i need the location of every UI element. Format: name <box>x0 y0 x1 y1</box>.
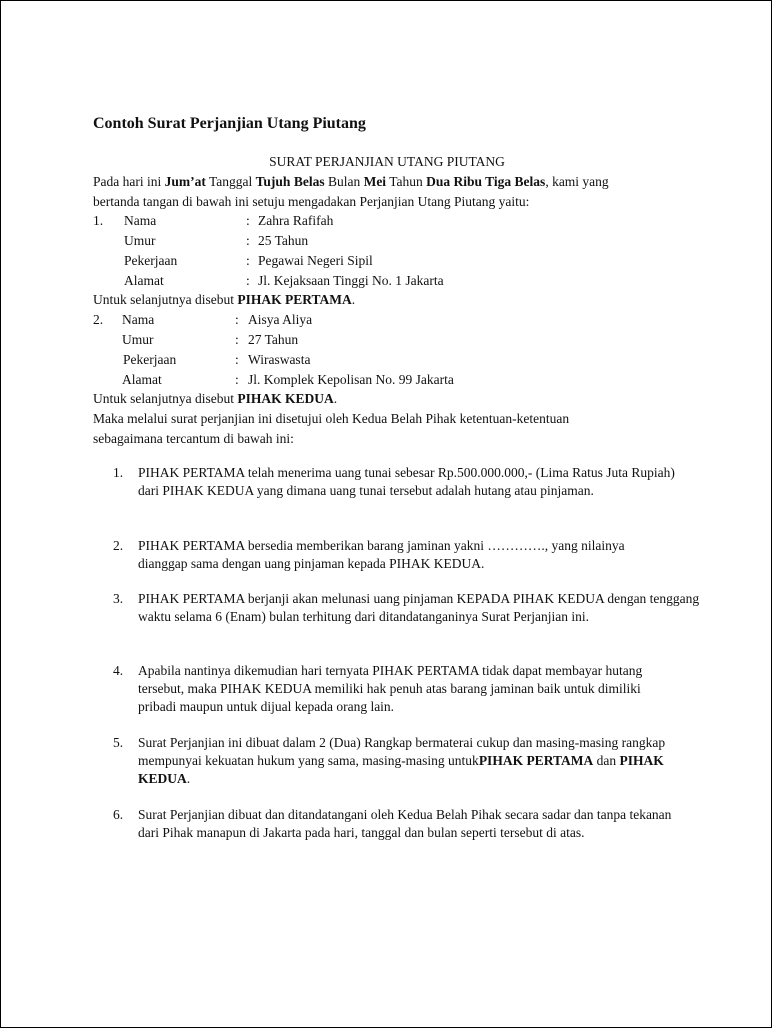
party2-row-umur <box>93 331 593 349</box>
party1-number: 1. <box>93 213 104 228</box>
clause-bold-party: PIHAK KEDUA <box>138 753 664 786</box>
clause-text: Surat Perjanjian dibuat dan ditandatangani oleh Kedua Belah Pihak secara sadar dan tanpa tekanan dari Pihak manapun di Jakarta pada hari, tanggal dan bulan seperti tersebut di atas. <box>138 807 672 840</box>
intro-day: Jum’at <box>164 174 206 189</box>
clause-6 <box>113 806 683 842</box>
clause-text-part: Surat Perjanjian ini dibuat dalam 2 (Dua) Rangkap bermaterai cukup dan masing-masing rangkap mempunyai kekuatan hukum yang sama, masing-masing untuk <box>138 735 666 768</box>
party1-label: Umur <box>124 233 156 248</box>
clause-4 <box>113 662 678 716</box>
intro-month: Mei <box>363 174 387 189</box>
clause-text: PIHAK PERTAMA telah menerima uang tunai sebesar Rp.500.000.000,- (Lima Ratus Juta Rupiah) dari PIHAK KEDUA yang dimana uang tunai tersebut adalah hutang atau pinjaman. <box>138 465 675 498</box>
party2-colon: : <box>235 372 239 387</box>
clause-number: 4. <box>113 663 124 678</box>
party1-designation <box>93 291 355 308</box>
party1-designation-name: PIHAK PERTAMA <box>237 292 352 307</box>
party1-label: Pekerjaan <box>124 253 178 268</box>
clause-text-part: . <box>186 771 191 786</box>
party2-label: Umur <box>122 332 154 347</box>
intro-date: Tujuh Belas <box>255 174 325 189</box>
party2-designation-name: PIHAK KEDUA <box>237 391 334 406</box>
party1-value: Jl. Kejaksaan Tinggi No. 1 Jakarta <box>258 273 444 288</box>
party1-value: Pegawai Negeri Sipil <box>258 253 373 268</box>
party1-row-alamat <box>93 272 593 290</box>
intro-line-2: bertanda tangan di bawah ini setuju mengadakan Perjanjian Utang Piutang yaitu: <box>93 194 530 209</box>
party2-number: 2. <box>93 312 104 327</box>
intro-year: Dua Ribu Tiga Belas <box>426 174 546 189</box>
party2-colon: : <box>235 332 239 347</box>
designation-text: . <box>333 391 338 406</box>
clause-2 <box>113 537 643 573</box>
party1-row-umur <box>93 232 593 250</box>
clause-number: 6. <box>113 807 124 822</box>
designation-text: Untuk selanjutnya disebut <box>93 391 238 406</box>
party1-label: Alamat <box>124 273 164 288</box>
intro-text: , kami yang <box>545 174 609 189</box>
party1-colon: : <box>246 253 250 268</box>
party2-designation <box>93 390 337 407</box>
party2-colon: : <box>235 352 239 367</box>
party1-colon: : <box>246 273 250 288</box>
intro-text: Bulan <box>324 174 364 189</box>
clause-1 <box>113 464 678 500</box>
party2-row-alamat <box>93 371 593 389</box>
party1-colon: : <box>246 233 250 248</box>
clause-number: 1. <box>113 465 124 480</box>
party2-row-pekerjaan <box>93 351 593 369</box>
party2-value: Wiraswasta <box>248 352 311 367</box>
intro-text: Tanggal <box>205 174 256 189</box>
agreement-line-1: Maka melalui surat perjanjian ini disetujui oleh Kedua Belah Pihak ketentuan-ketentuan <box>93 411 570 426</box>
letter-title: SURAT PERJANJIAN UTANG PIUTANG <box>269 154 505 169</box>
clause-3 <box>113 590 713 626</box>
clause-number: 3. <box>113 591 124 606</box>
party1-colon: : <box>246 213 250 228</box>
clause-text-part: dan <box>593 753 620 768</box>
clause-number: 5. <box>113 735 124 750</box>
party2-value: 27 Tahun <box>248 332 299 347</box>
designation-text: . <box>351 292 356 307</box>
party1-row-pekerjaan <box>93 252 593 270</box>
intro-text: Tahun <box>386 174 427 189</box>
agreement-line-2: sebagaimana tercantum di bawah ini: <box>93 431 294 446</box>
party1-row-nama <box>93 212 593 230</box>
clause-bold-party: PIHAK PERTAMA <box>478 753 594 768</box>
party2-value: Jl. Komplek Kepolisan No. 99 Jakarta <box>248 372 454 387</box>
party2-value: Aisya Aliya <box>248 312 313 327</box>
clause-number: 2. <box>113 538 124 553</box>
party2-colon: : <box>235 312 239 327</box>
party2-label: Nama <box>122 312 155 327</box>
party2-label: Alamat <box>122 372 162 387</box>
clause-text: PIHAK PERTAMA berjanji akan melunasi uang pinjaman KEPADA PIHAK KEDUA dengan tenggang waktu selama 6 (Enam) bulan terhitung dari ditandatanganinya Surat Perjanjian ini. <box>138 591 700 624</box>
clause-5 <box>113 734 678 788</box>
intro-text: Pada hari ini <box>93 174 165 189</box>
clause-text <box>138 734 678 788</box>
intro-line-1 <box>93 173 609 190</box>
party1-value: 25 Tahun <box>258 233 309 248</box>
document-heading: Contoh Surat Perjanjian Utang Piutang <box>93 115 366 132</box>
clause-text: PIHAK PERTAMA bersedia memberikan barang jaminan yakni …………., yang nilainya dianggap sama dengan uang pinjaman kepada PIHAK KEDUA. <box>138 538 625 571</box>
clause-text: Apabila nantinya dikemudian hari ternyata PIHAK PERTAMA tidak dapat membayar hutang tersebut, maka PIHAK KEDUA memiliki hak penuh atas barang jaminan baik untuk dimiliki pribadi maupun untuk dijual kepada orang lain. <box>138 663 643 714</box>
party1-label: Nama <box>124 213 157 228</box>
party2-row-nama <box>93 311 593 329</box>
party2-label: Pekerjaan <box>123 352 177 367</box>
party1-value: Zahra Rafifah <box>258 213 334 228</box>
designation-text: Untuk selanjutnya disebut <box>93 292 238 307</box>
